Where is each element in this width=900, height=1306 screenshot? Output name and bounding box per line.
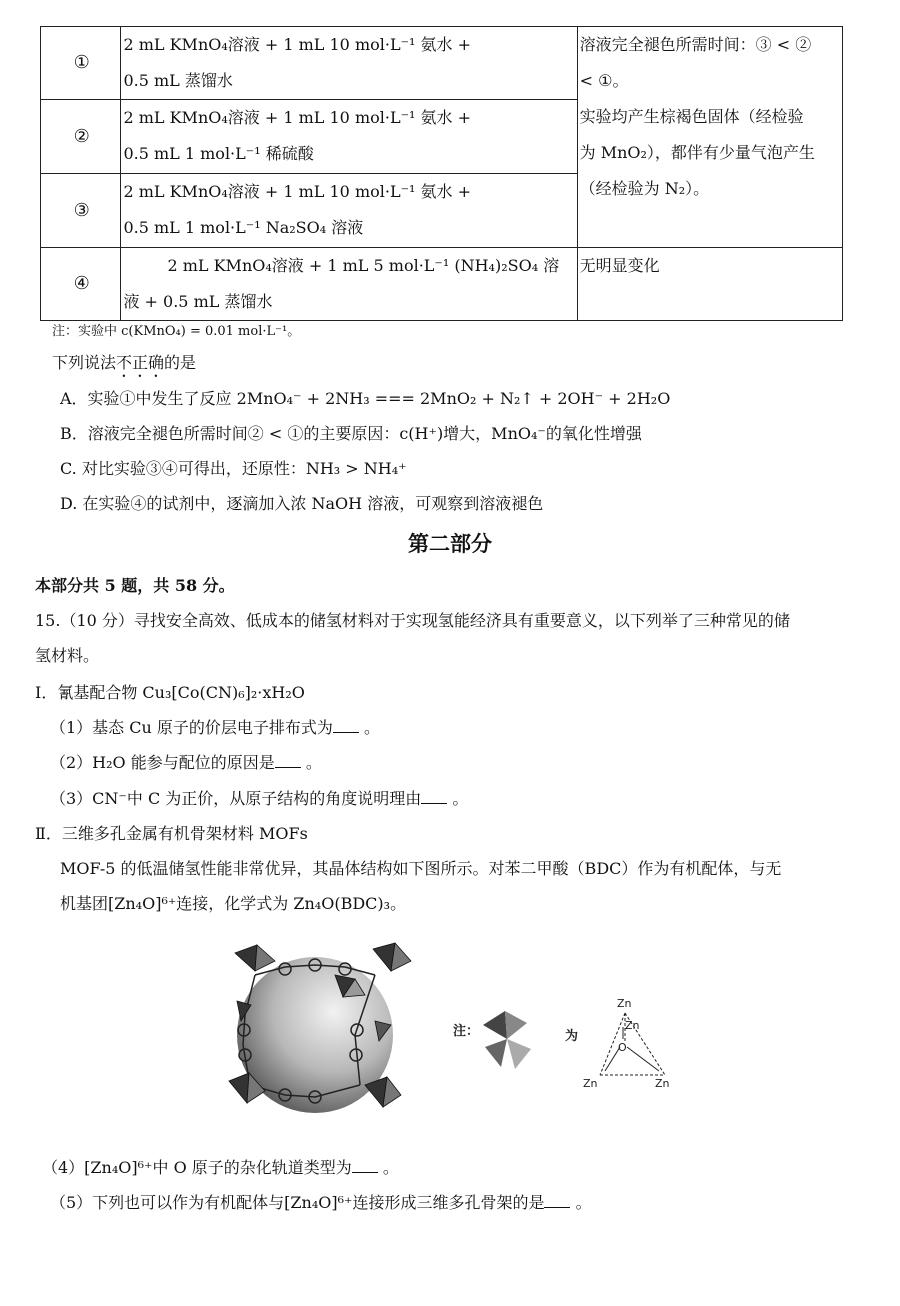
mof-paragraph-line1: MOF-5 的低温储氢性能非常优异，其晶体结构如下图所示。对苯二甲酸（BDC）作为有机配体，与无 <box>60 859 782 878</box>
legend-tetrahedra <box>483 1011 531 1069</box>
option-d: D. 在实验④的试剂中，逐滴加入浓 NaOH 溶液，可观察到溶液褪色 <box>60 494 544 513</box>
zn-label-top: Zn <box>617 997 632 1010</box>
reagent-line: 0.5 mL 1 mol·L⁻¹ 稀硫酸 <box>123 144 314 163</box>
period: 。 <box>575 1193 592 1212</box>
option-c: C. 对比实验③④可得出，还原性：NH₃ > NH₄⁺ <box>60 459 407 478</box>
answer-blank[interactable] <box>333 718 359 733</box>
section-1-title: Ⅰ．氰基配合物 Cu₃[Co(CN)₆]₂·xH₂O <box>35 683 305 702</box>
subq-4 <box>42 1155 399 1178</box>
mof5-structure-figure <box>215 935 695 1125</box>
reagent-line: 2 mL KMnO₄溶液 + 1 mL 10 mol·L⁻¹ 氨水 + <box>123 35 472 54</box>
figure-note-label: 注： <box>453 1024 480 1039</box>
question-suffix: 的是 <box>164 353 197 372</box>
answer-blank[interactable] <box>275 753 301 768</box>
obs-line: 实验均产生棕褐色固体（经检验 <box>579 107 804 126</box>
answer-blank[interactable] <box>544 1193 570 1208</box>
zn-label-right: Zn <box>655 1077 670 1090</box>
subq-3 <box>50 786 468 809</box>
subq-1 <box>50 715 380 738</box>
obs-line: （经检验为 N₂）。 <box>579 179 710 198</box>
reagent-line: 2 mL KMnO₄溶液 + 1 mL 5 mol·L⁻¹ (NH₄)₂SO₄ 溶 <box>167 256 560 275</box>
reagent-line: 0.5 mL 1 mol·L⁻¹ Na₂SO₄ 溶液 <box>123 218 364 237</box>
o-label: O <box>618 1041 627 1054</box>
answer-blank[interactable] <box>352 1158 378 1173</box>
subq-1-text: （1）基态 Cu 原子的价层电子排布式为 <box>50 718 333 737</box>
q15-line2: 氢材料。 <box>35 646 100 665</box>
reagent-line: 2 mL KMnO₄溶液 + 1 mL 10 mol·L⁻¹ 氨水 + <box>123 182 472 201</box>
period: 。 <box>382 1158 399 1177</box>
zn-label-left: Zn <box>583 1077 598 1090</box>
option-b: B．溶液完全褪色所需时间② < ①的主要原因：c(H⁺)增大，MnO₄⁻的氧化性增强 <box>60 424 642 443</box>
question-prefix: 下列说法 <box>52 353 117 372</box>
part-description: 本部分共 5 题，共 58 分。 <box>35 576 235 595</box>
experiment-table <box>40 26 843 321</box>
reagent-line: 0.5 mL 蒸馏水 <box>123 71 233 90</box>
obs-line: 溶液完全褪色所需时间：③ < ② <box>579 35 812 54</box>
exp-reagent-4 <box>121 248 577 321</box>
exp-reagent-2 <box>121 100 577 174</box>
exp-observation-shared <box>577 27 842 248</box>
question-stem <box>52 350 196 381</box>
table-note: 注：实验中 c(KMnO₄) = 0.01 mol·L⁻¹。 <box>52 324 301 339</box>
subq-2 <box>50 750 322 773</box>
mof-paragraph-line2: 机基团[Zn₄O]⁶⁺连接，化学式为 Zn₄O(BDC)₃。 <box>60 894 407 913</box>
figure-wei-label: 为 <box>565 1029 579 1044</box>
exp-num-3: ③ <box>41 174 121 248</box>
mof5-structure-svg <box>215 935 695 1125</box>
subq-4-text: （4）[Zn₄O]⁶⁺中 O 原子的杂化轨道类型为 <box>42 1158 352 1177</box>
q15-line1: 15.（10 分）寻找安全高效、低成本的储氢材料对于实现氢能经济具有重要意义，以下列举了三种常见的储 <box>35 611 790 630</box>
exp-observation-4: 无明显变化 <box>577 248 842 321</box>
section-2-title: Ⅱ．三维多孔金属有机骨架材料 MOFs <box>35 824 308 843</box>
exp-num-1: ① <box>41 27 121 100</box>
period: 。 <box>305 753 322 772</box>
obs-line: 为 MnO₂），都伴有少量气泡产生 <box>579 143 815 162</box>
option-a: A．实验①中发生了反应 2MnO₄⁻ + 2NH₃ === 2MnO₂ + N₂↑ + 2OH⁻ + 2H₂O <box>60 389 671 408</box>
exp-reagent-1 <box>121 27 577 100</box>
exp-num-4: ④ <box>41 248 121 321</box>
exp-num-2: ② <box>41 100 121 174</box>
subq-3-text: （3）CN⁻中 C 为正价，从原子结构的角度说明理由 <box>50 789 422 808</box>
zn-label-center: Zn <box>625 1019 640 1032</box>
obs-line: < ①。 <box>579 71 629 90</box>
subq-5 <box>50 1190 592 1213</box>
answer-blank[interactable] <box>421 789 447 804</box>
period: 。 <box>364 718 381 737</box>
period: 。 <box>452 789 469 808</box>
reagent-line: 2 mL KMnO₄溶液 + 1 mL 10 mol·L⁻¹ 氨水 + <box>123 108 472 127</box>
exp-reagent-3 <box>121 174 577 248</box>
subq-5-text: （5）下列也可以作为有机配体与[Zn₄O]⁶⁺连接形成三维多孔骨架的是 <box>50 1193 545 1212</box>
part-title: 第二部分 <box>408 531 492 556</box>
question-emphasis: 不正确 <box>116 353 165 372</box>
reagent-line: 液 + 0.5 mL 蒸馏水 <box>123 292 273 311</box>
subq-2-text: （2）H₂O 能参与配位的原因是 <box>50 753 275 772</box>
